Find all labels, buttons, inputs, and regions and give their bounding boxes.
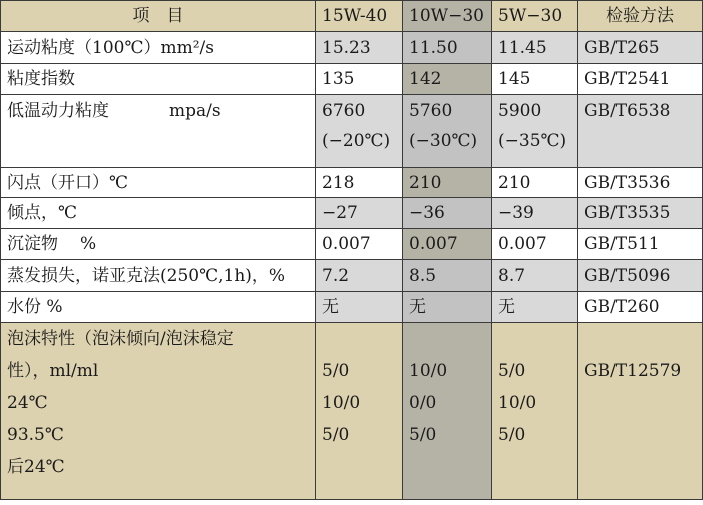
table-row [1, 260, 703, 292]
foam-value [409, 323, 491, 355]
cell-5w30: 145 [492, 64, 578, 95]
row-label [1, 32, 316, 64]
cell-10w30: 142 [403, 64, 492, 95]
foam-value [322, 323, 402, 355]
foam-method [584, 323, 702, 355]
cell-method: GB/T5096 [578, 260, 703, 292]
cell-15w40: 无 [316, 292, 403, 323]
cell-10w30: 0.007 [403, 229, 492, 260]
row-unit: % [80, 234, 97, 254]
cell-method: GB/T6538 [578, 95, 703, 168]
cell-5w30 [492, 95, 578, 168]
cell-15w40: 0.007 [316, 229, 403, 260]
foam-value: 5/0 [498, 361, 526, 381]
cell-10w30: 11.50 [403, 32, 492, 64]
table-header-row [1, 1, 703, 32]
cell-method: GB/T3536 [578, 168, 703, 198]
foam-method: GB/T12579 [584, 361, 682, 381]
row-label [1, 323, 316, 500]
cell-10w30: 8.5 [403, 260, 492, 292]
cell-method: GB/T3535 [578, 198, 703, 229]
cell-method: GB/T260 [578, 292, 703, 323]
row-label: 粘度指数 [1, 64, 316, 95]
cell-value: 5760 [409, 101, 453, 121]
cell-15w40: 15.23 [316, 32, 403, 64]
foam-label-line: 泡沫特性（泡沫倾向/泡沫稳定 [7, 329, 234, 349]
foam-value: 10/0 [409, 361, 448, 381]
row-label-text: 运动粘度（100℃）mm²/s [7, 37, 214, 58]
header-method: 检验方法 [578, 1, 703, 32]
row-label-text: 低温动力粘度 [7, 101, 109, 121]
foam-value: 10/0 [498, 393, 537, 413]
table-row [1, 32, 703, 64]
cell-10w30: −36 [403, 198, 492, 229]
foam-value: 10/0 [322, 393, 361, 413]
cell-5w30: 11.45 [492, 32, 578, 64]
cell-15w40: 7.2 [316, 260, 403, 292]
table-row-foam [1, 323, 703, 500]
table-row [1, 229, 703, 260]
cell-15w40: −27 [316, 198, 403, 229]
row-label: 倾点，℃ [1, 198, 316, 229]
cell-temp: (−35℃) [498, 131, 567, 151]
cell-value: 5900 [498, 101, 542, 121]
header-15w40: 15W-40 [316, 1, 403, 32]
foam-value: 5/0 [322, 425, 350, 445]
cell-5w30: 0.007 [492, 229, 578, 260]
row-label-text: 沉淀物 [7, 234, 58, 254]
cell-10w30: 210 [403, 168, 492, 198]
cell-5w30: 无 [492, 292, 578, 323]
row-unit: mpa/s [169, 101, 221, 121]
table-row [1, 168, 703, 198]
row-label [1, 95, 316, 168]
header-5w30: 5W−30 [492, 1, 578, 32]
row-label: 闪点（开口）℃ [1, 168, 316, 198]
foam-value [498, 323, 577, 355]
foam-label-line: 后24℃ [7, 457, 65, 477]
cell-temp: (−30℃) [409, 131, 478, 151]
cell-15w40: 218 [316, 168, 403, 198]
cell-15w40: 135 [316, 64, 403, 95]
row-label [1, 229, 316, 260]
cell-temp: (−20℃) [322, 131, 391, 151]
table-row [1, 64, 703, 95]
header-10w30: 10W−30 [403, 1, 492, 32]
foam-value: 5/0 [322, 361, 350, 381]
foam-label-line: 性），ml/ml [7, 361, 99, 381]
cell-5w30: −39 [492, 198, 578, 229]
cell-15w40 [316, 95, 403, 168]
row-label: 水份 % [1, 292, 316, 323]
cell-15w40 [316, 323, 403, 500]
cell-method [578, 323, 703, 500]
cell-5w30: 210 [492, 168, 578, 198]
cell-10w30: 无 [403, 292, 492, 323]
header-item: 项 目 [1, 1, 316, 32]
cell-5w30 [492, 323, 578, 500]
cell-5w30: 8.7 [492, 260, 578, 292]
foam-value: 5/0 [409, 425, 437, 445]
cell-method: GB/T2541 [578, 64, 703, 95]
table-row [1, 198, 703, 229]
table-row [1, 95, 703, 168]
foam-value: 5/0 [498, 425, 526, 445]
cell-10w30 [403, 95, 492, 168]
cell-method: GB/T511 [578, 229, 703, 260]
foam-label-line: 93.5℃ [7, 425, 64, 445]
foam-value: 0/0 [409, 393, 437, 413]
foam-label-line: 24℃ [7, 393, 48, 413]
cell-method: GB/T265 [578, 32, 703, 64]
table-row [1, 292, 703, 323]
row-label: 蒸发损失，诺亚克法(250℃,1h)，% [1, 260, 316, 292]
cell-value: 6760 [322, 101, 366, 121]
cell-10w30 [403, 323, 492, 500]
